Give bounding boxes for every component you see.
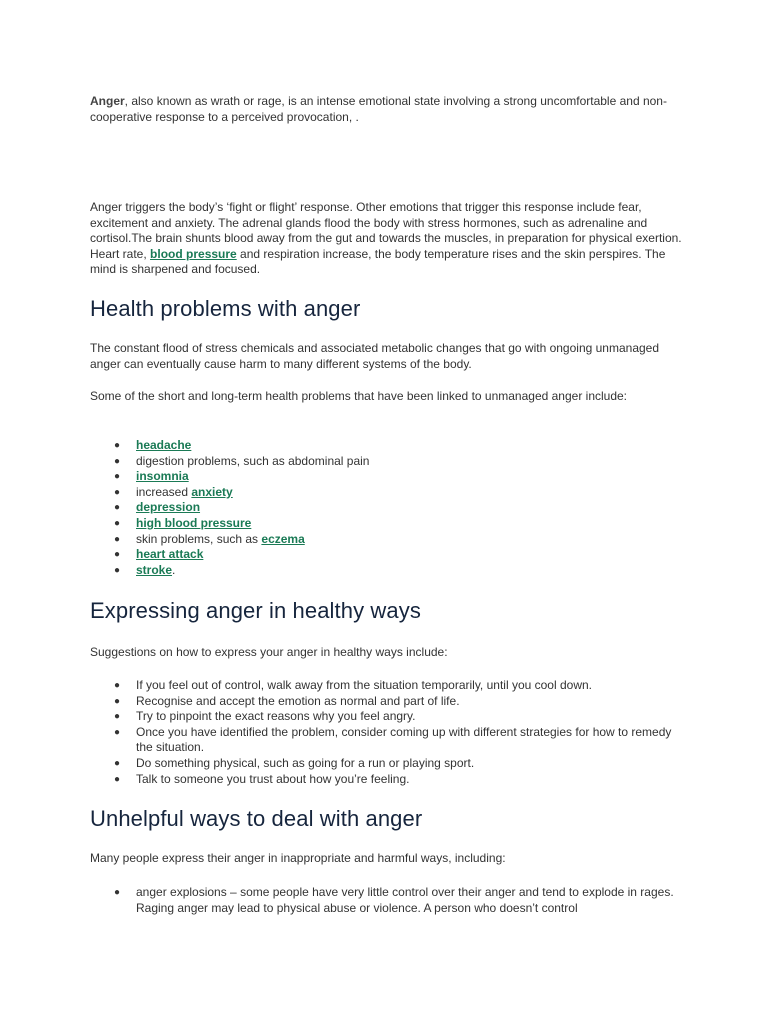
health-problems-list [90, 438, 690, 578]
unhelpful-heading: Unhelpful ways to deal with anger [90, 806, 423, 831]
fight-flight-text-before: Anger triggers the body’s ‘fight or flight’ response. Other emotions that trigger this response include fear, excitement and anxiety. The adrenal glands flood the body with stress hormones, such as adrenaline and cortisol.The brain shunts blood away from the gut and towards the muscles, in preparation for physical exertion. Heart rate, [90, 200, 682, 261]
intro-term: Anger [90, 94, 125, 108]
list-item-suffix: . [172, 562, 176, 577]
health-paragraph-1: The constant flood of stress chemicals and associated metabolic changes that go with ongoing unmanaged anger can eventually cause harm to many different systems of the body. [90, 341, 660, 371]
list-item-link[interactable]: depression [136, 500, 201, 515]
bullet-icon: ● [114, 887, 121, 898]
bullet-icon: ● [114, 549, 121, 561]
list-item-link[interactable]: high blood pressure [136, 515, 252, 530]
bullet-icon: ● [114, 757, 121, 769]
health-paragraph-2: Some of the short and long-term health problems that have been linked to unmanaged anger include: [90, 389, 628, 403]
expressing-heading: Expressing anger in healthy ways [90, 598, 421, 623]
list-item-text: Recognise and accept the emotion as normal and part of life. [136, 693, 460, 708]
bullet-icon: ● [114, 680, 121, 691]
expressing-intro: Suggestions on how to express your anger in healthy ways include: [90, 645, 448, 659]
list-item [90, 563, 690, 579]
list-item [90, 772, 690, 788]
bullet-icon: ● [114, 502, 121, 514]
list-item [90, 438, 690, 454]
fight-flight-paragraph [90, 200, 690, 278]
bullet-icon: ● [114, 440, 121, 451]
list-item [90, 547, 690, 563]
unhelpful-list [90, 885, 690, 916]
bullet-icon: ● [114, 773, 121, 785]
list-item [90, 678, 690, 694]
expressing-list [90, 678, 690, 787]
list-item-text: Talk to someone you trust about how you’re feeling. [136, 771, 410, 786]
bullet-icon: ● [114, 533, 121, 545]
list-item [90, 709, 690, 725]
list-item-text: Once you have identified the problem, consider coming up with different strategies for how to remedy the situation. [136, 724, 672, 755]
list-item-link[interactable]: headache [136, 438, 192, 452]
list-item-text: If you feel out of control, walk away from the situation temporarily, until you cool down. [136, 678, 592, 692]
bullet-icon: ● [114, 455, 121, 467]
list-item-text: Try to pinpoint the exact reasons why you feel angry. [136, 709, 416, 724]
bullet-icon: ● [114, 517, 121, 529]
list-item-link[interactable]: anxiety [191, 484, 233, 499]
list-item [90, 756, 690, 772]
list-item [90, 485, 690, 501]
list-item-link[interactable]: insomnia [136, 469, 189, 484]
fight-flight-text-after: and respiration increase, the body temperature rises and the skin perspires. The mind is sharpened and focused. [90, 246, 666, 277]
list-item-link[interactable]: eczema [261, 531, 305, 546]
list-item-link[interactable]: heart attack [136, 547, 204, 562]
list-item [90, 469, 690, 485]
list-item-link[interactable]: stroke [136, 562, 173, 577]
bullet-icon: ● [114, 564, 121, 576]
list-item-text: anger explosions – some people have very little control over their anger and tend to explode in rages. Raging anger may lead to physical abuse or violence. A person who doesn’t control [136, 885, 674, 915]
bullet-icon: ● [114, 486, 121, 498]
list-item-text: increased [136, 484, 192, 499]
blood-pressure-link[interactable]: blood pressure [150, 246, 237, 261]
list-item [90, 500, 690, 516]
intro-paragraph [90, 94, 690, 125]
bullet-icon: ● [114, 726, 121, 738]
intro-text: , also known as wrath or rage, is an intense emotional state involving a strong uncomfortable and non-cooperative response to a perceived provocation, . [90, 94, 667, 124]
unhelpful-intro: Many people express their anger in inappropriate and harmful ways, including: [90, 851, 506, 865]
bullet-icon: ● [114, 695, 121, 707]
list-item [90, 694, 690, 710]
health-heading: Health problems with anger [90, 296, 361, 321]
list-item [90, 454, 690, 470]
bullet-icon: ● [114, 711, 121, 723]
list-item-text: digestion problems, such as abdominal pain [136, 453, 370, 468]
list-item [90, 516, 690, 532]
list-item-text: skin problems, such as [136, 531, 262, 546]
list-item [90, 532, 690, 548]
list-item-text: Do something physical, such as going for a run or playing sport. [136, 755, 475, 770]
bullet-icon: ● [114, 471, 121, 483]
list-item [90, 725, 690, 756]
list-item [90, 885, 690, 916]
